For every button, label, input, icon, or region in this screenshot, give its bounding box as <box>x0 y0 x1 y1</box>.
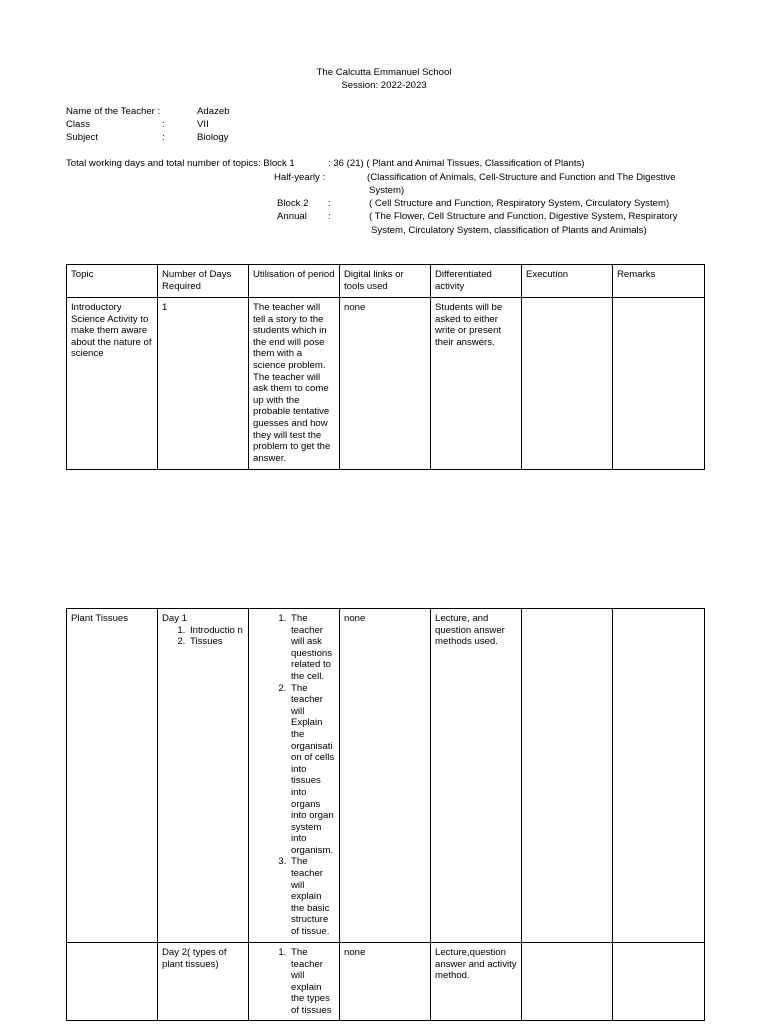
table-header-row <box>67 265 705 298</box>
annual-line1: ( The Flower, Cell Structure and Function, Digestive System, Respiratory <box>369 211 678 222</box>
list-item: 1. The teacher will explain the types of tissues <box>289 947 335 1017</box>
header-digital: Digital links or tools used <box>340 265 431 298</box>
header-execution: Execution <box>522 265 613 298</box>
session-label: Session: 2022-2023 <box>341 80 427 91</box>
table-row <box>67 609 705 943</box>
subject-label: Subject <box>66 132 98 143</box>
class-label: Class <box>66 119 90 130</box>
cell-execution <box>522 298 613 470</box>
halfyearly-label: Half-yearly : <box>274 172 326 183</box>
day-title: Day 1 <box>162 613 188 624</box>
cell-activity: Lecture, and question answer methods used. <box>431 609 522 943</box>
cell-days <box>158 609 249 943</box>
list-item: 1. The teacher will ask questions related to the cell. <box>289 613 335 683</box>
cell-remarks <box>613 298 705 470</box>
cell-utilisation <box>249 943 340 1021</box>
cell-activity: Lecture,question answer and activity method. <box>431 943 522 1021</box>
cell-digital: none <box>340 609 431 943</box>
utilisation-list <box>253 613 335 938</box>
annual-line2: System, Circulatory System, classification of Plants and Animals) <box>371 225 647 236</box>
cell-remarks <box>613 609 705 943</box>
cell-utilisation: The teacher will tell a story to the students which in the end will pose them with a science problem. The teacher will ask them to come up with the probable tentative guesses and how they will test the problem to get the answer. <box>249 298 340 470</box>
header-activity: Differentiated activity <box>431 265 522 298</box>
header-days: Number of Days Required <box>158 265 249 298</box>
cell-topic <box>67 943 158 1021</box>
cell-activity: Students will be asked to either write or present their answers. <box>431 298 522 470</box>
block2-label: Block 2 <box>277 198 309 209</box>
table-row <box>67 943 705 1021</box>
lesson-plan-table-2 <box>66 608 705 1021</box>
teacher-value: Adazeb <box>197 106 230 117</box>
block1-detail: : 36 (21) ( Plant and Animal Tissues, Classification of Plants) <box>328 158 585 169</box>
cell-topic: Plant Tissues <box>67 609 158 943</box>
subject-colon: : <box>162 132 165 143</box>
cell-digital: none <box>340 943 431 1021</box>
schedule-intro: Total working days and total number of topics: Block 1 <box>66 158 295 169</box>
lesson-plan-table-1 <box>66 264 705 470</box>
block2-colon: : <box>328 198 331 209</box>
cell-days: Day 2( types of plant tissues) <box>158 943 249 1021</box>
cell-utilisation <box>249 609 340 943</box>
annual-label: Annual <box>277 211 307 222</box>
list-item: 2. Tissues <box>188 636 244 648</box>
class-value: VII <box>197 119 209 130</box>
cell-execution <box>522 943 613 1021</box>
block2-detail: ( Cell Structure and Function, Respiratory System, Circulatory System) <box>369 198 670 209</box>
utilisation-list <box>253 947 335 1017</box>
table-row <box>67 298 705 470</box>
list-item: 1. Introductio n <box>188 625 244 637</box>
cell-days: 1 <box>158 298 249 470</box>
halfyearly-line2: System) <box>369 185 405 196</box>
list-item: 2. The teacher will Explain the organisati on of cells into tissues into organs into organ system into organism. <box>289 683 335 857</box>
day-topic-list <box>162 625 244 648</box>
subject-value: Biology <box>197 132 229 143</box>
list-item: 3. The teacher will explain the basic structure of tissue. <box>289 856 335 937</box>
cell-digital: none <box>340 298 431 470</box>
school-name: The Calcutta Emmanuel School <box>316 67 452 78</box>
cell-remarks <box>613 943 705 1021</box>
header-utilisation: Utilisation of period <box>249 265 340 298</box>
class-colon: : <box>162 119 165 130</box>
header-topic: Topic <box>67 265 158 298</box>
teacher-label: Name of the Teacher : <box>66 106 161 117</box>
halfyearly-line1: (Classification of Animals, Cell-Structure and Function and The Digestive <box>367 172 676 183</box>
header-remarks: Remarks <box>613 265 705 298</box>
cell-execution <box>522 609 613 943</box>
cell-topic: Introductory Science Activity to make them aware about the nature of science <box>67 298 158 470</box>
annual-colon: : <box>328 211 331 222</box>
